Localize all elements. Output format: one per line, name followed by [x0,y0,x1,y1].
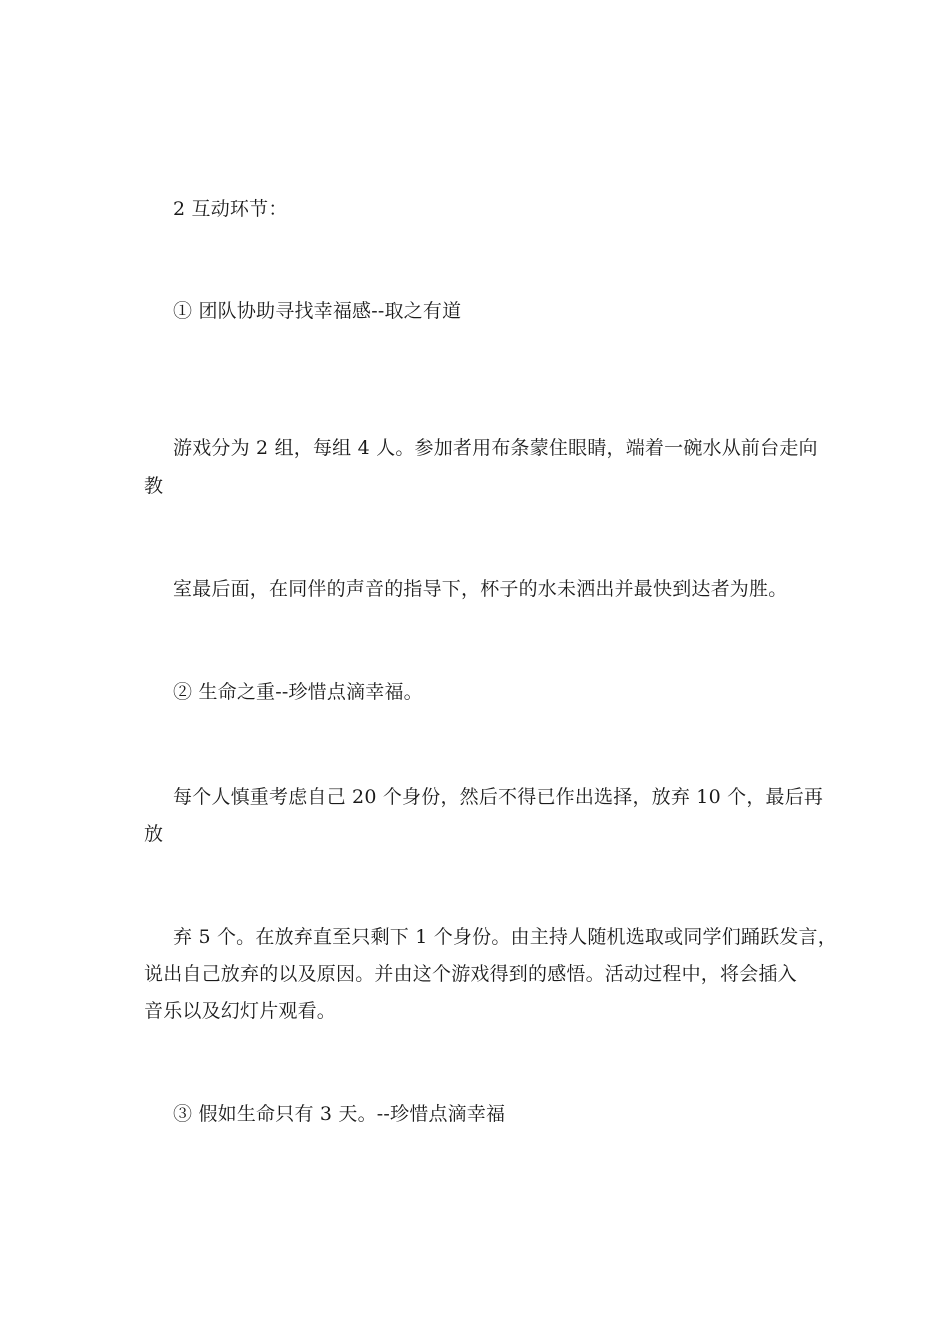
activity-title-1: ① 团队协助寻找幸福感--取之有道 [173,300,462,322]
paragraph-line: 游戏分为 2 组，每组 4 人。参加者用布条蒙住眼睛，端着一碗水从前台走向 [173,437,818,459]
activity-title-3: ③ 假如生命只有 3 天。--珍惜点滴幸福 [173,1103,506,1125]
paragraph-line: 说出自己放弃的以及原因。并由这个游戏得到的感悟。活动过程中，将会插入 [144,963,797,985]
activity-title-2: ② 生命之重--珍惜点滴幸福。 [173,681,423,703]
paragraph-line: 弃 5 个。在放弃直至只剩下 1 个身份。由主持人随机选取或同学们踊跃发言， [173,926,837,948]
paragraph-line: 教 [144,475,164,497]
paragraph-line: 每个人慎重考虑自己 20 个身份，然后不得已作出选择，放弃 10 个，最后再 [173,786,824,808]
paragraph-line: 室最后面，在同伴的声音的指导下，杯子的水未洒出并最快到达者为胜。 [173,578,788,600]
paragraph-line: 音乐以及幻灯片观看。 [144,1000,337,1022]
section-heading-interaction: 2 互动环节： [173,198,288,220]
paragraph-line: 放 [144,823,164,845]
